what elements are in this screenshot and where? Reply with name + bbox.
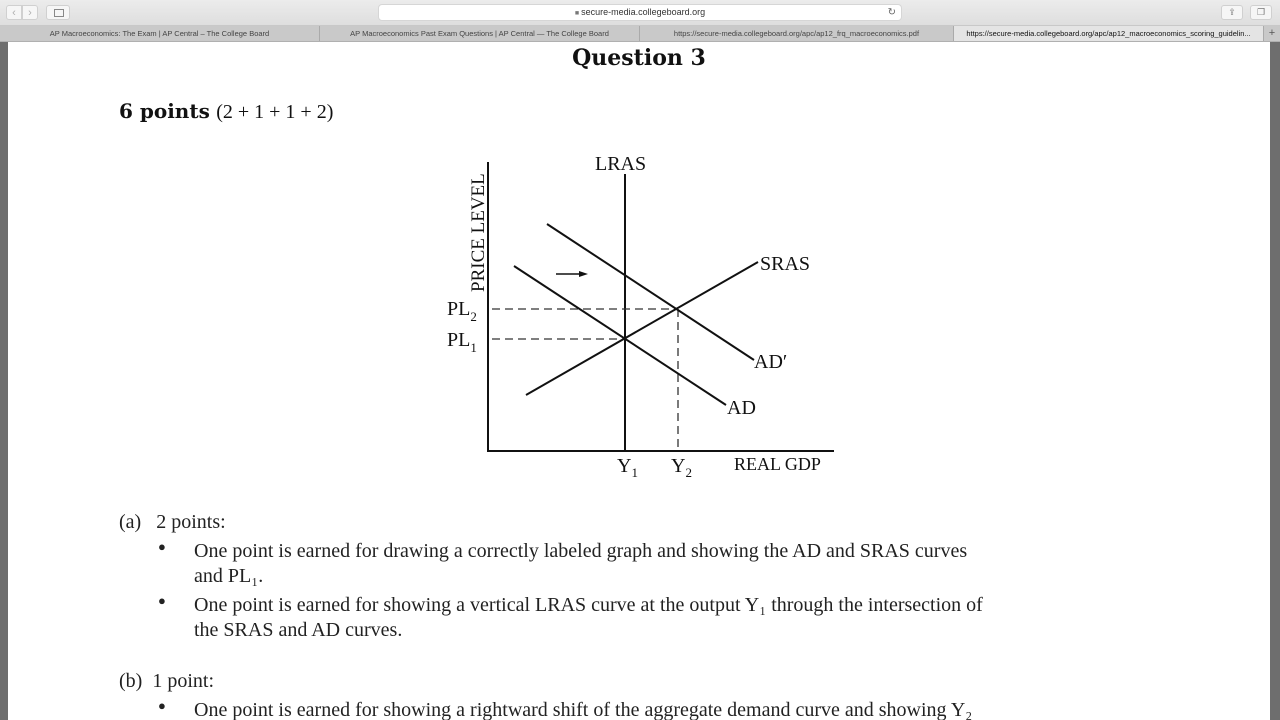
chevron-right-icon: › — [28, 7, 32, 19]
points-summary — [119, 99, 333, 124]
sras-curve — [526, 262, 758, 395]
arrow-head-icon — [579, 271, 588, 277]
tab-label: https://secure-media.collegeboard.org/apc/ap12_macroeconomics_scoring_guidelin... — [966, 29, 1251, 38]
ad-prime-curve — [547, 224, 754, 360]
sidebar-toggle-button[interactable] — [46, 5, 70, 20]
ad-as-graph — [440, 145, 850, 490]
sras-label: SRAS — [760, 253, 811, 275]
bullet-text: and PL₁. — [194, 565, 264, 587]
y1-label: $Y_1$ — [617, 455, 638, 480]
bullet-text: the SRAS and AD curves. — [194, 619, 403, 641]
bullet-icon: ● — [158, 593, 166, 608]
tab-4-active[interactable] — [954, 26, 1264, 41]
plus-icon: + — [1268, 27, 1276, 39]
bullet-text: One point is earned for showing a vertical LRAS curve at the output Y₁ through the intersection of — [194, 594, 983, 616]
chevron-left-icon: ‹ — [12, 7, 16, 19]
share-button[interactable] — [1221, 5, 1243, 20]
bullet-text: One point is earned for drawing a correctly labeled graph and showing the AD and SRAS curves — [194, 540, 968, 562]
tab-1[interactable] — [0, 26, 320, 41]
ad-label: AD — [727, 397, 756, 419]
points-breakdown: (2 + 1 + 1 + 2) — [216, 101, 334, 123]
part-a-points: 2 points: — [156, 511, 226, 533]
bullet-text: One point is earned for showing a rightward shift of the aggregate demand curve and showing Y₂ — [194, 699, 973, 720]
pl1-label: $PL_1$ — [447, 329, 477, 355]
pl2-label: $PL_2$ — [447, 298, 477, 324]
tabs-icon: ❐ — [1256, 7, 1266, 17]
lock-icon: ■ — [574, 10, 580, 17]
bullet-icon: ● — [158, 698, 166, 713]
show-tabs-button[interactable] — [1250, 5, 1272, 20]
tab-2[interactable] — [320, 26, 640, 41]
ad-prime-label: AD′ — [754, 351, 788, 373]
browser-toolbar — [0, 0, 1280, 26]
sidebar-icon — [54, 9, 64, 17]
tab-bar — [0, 26, 1280, 42]
part-a-heading — [119, 511, 226, 534]
tab-3[interactable] — [640, 26, 954, 41]
x-axis-label: REAL GDP — [734, 454, 821, 474]
address-text: secure-media.collegeboard.org — [581, 7, 706, 17]
tab-label: https://secure-media.collegeboard.org/apc/ap12_frq_macroeconomics.pdf — [673, 29, 920, 38]
y2-label: $Y_2$ — [671, 455, 692, 480]
reload-icon[interactable]: ↻ — [887, 7, 896, 18]
part-b-points: 1 point: — [152, 670, 214, 692]
y-axis-label: PRICE LEVEL — [468, 173, 489, 292]
question-title: Question 3 — [572, 45, 706, 71]
pdf-page — [8, 42, 1270, 720]
forward-button[interactable] — [22, 5, 38, 20]
new-tab-button[interactable] — [1264, 26, 1280, 41]
address-bar[interactable] — [378, 4, 902, 21]
part-a-label: (a) — [119, 511, 142, 533]
part-b-label: (b) — [119, 670, 143, 692]
share-icon: ⇪ — [1228, 7, 1236, 17]
bullet-icon: ● — [158, 539, 166, 554]
tab-label: AP Macroeconomics: The Exam | AP Central – The College Board — [49, 29, 270, 38]
part-b-heading — [119, 670, 214, 693]
back-button[interactable] — [6, 5, 22, 20]
points-total: 6 points — [119, 99, 210, 123]
tab-label: AP Macroeconomics Past Exam Questions | AP Central — The College Board — [350, 29, 609, 38]
lras-label: LRAS — [595, 153, 647, 175]
